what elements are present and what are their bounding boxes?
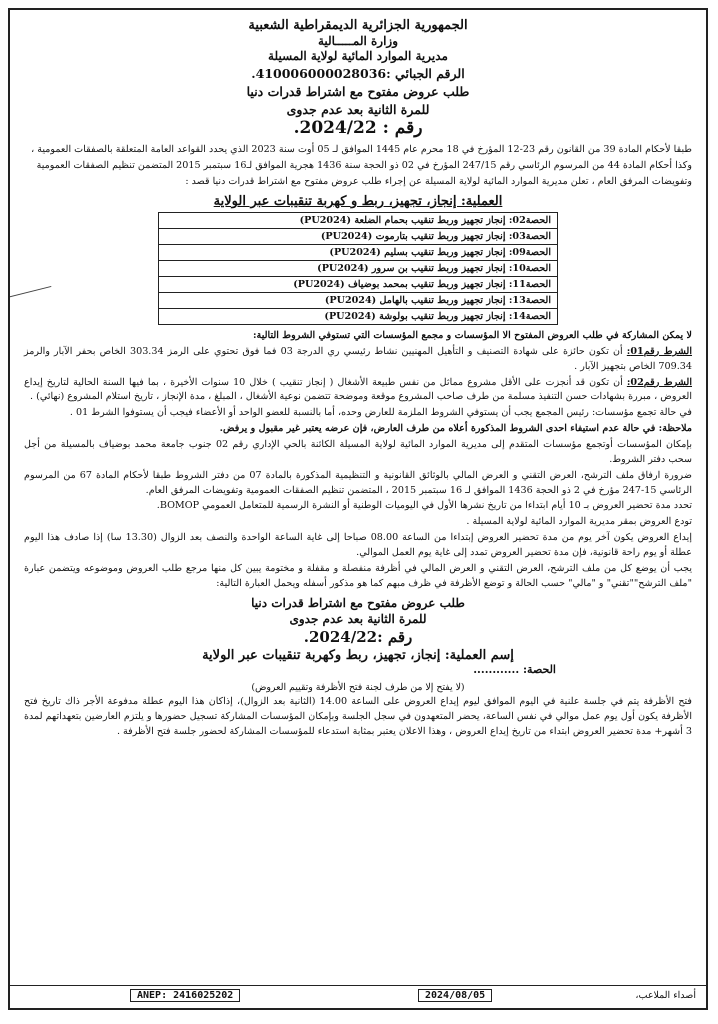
tender-reference: رقم : 2024/22. (293, 118, 423, 139)
ministry-heading: وزارة المـــــالية (317, 34, 399, 49)
envelope-title: طلب عروض مفتوح مع اشتراط قدرات دنيا (251, 595, 465, 610)
condition-1-text: أن تكون حائزة على شهادة التصنيف و التأهيل المهنيين نشاط رئيسي ري الدرجة 03 فما فوق تحتوي على الرمز 303.34 الخاص بحفر الآبار والرمز 709.34 الخاص بتجهيز الآبار . (24, 345, 692, 372)
lot-row: الحصة03: إنجاز تجهيز وربط تنقيب بتارموت (PU2024) (159, 228, 558, 244)
intro-line: طبقا لأحكام المادة 39 من القانون رقم 23-12 المؤرخ في 18 محرم عام 1445 الموافق لـ 05 أوت سنة 2023 الذي يحدد القواعد العامة المتعلقة بالصفقات العمومية ، (31, 144, 692, 156)
lot-row: الحصة13: إنجاز تجهيز وربط تنقيب بالهامل (PU2024) (159, 292, 558, 308)
body-paragraph: تودع العروض بمقر مديرية الموارد المائية لولاية المسيلة . (466, 516, 692, 528)
body-paragraph: ضرورة ارفاق ملف الترشح، العرض التقني و العرض المالي بالوثائق القانونية و التنظيمية المذكورة بالمادة 07 من دفتر الشروط طبقا لأحكام المادة 67 من المرسوم الرئاسي 15-247 مؤرخ في 2 ذو الحجة 1436 الموافق لـ 16 سبتمبر 2015 ، المتضمن تنظيم الصفقات العمومية وتفويضات المرفق العام. (24, 469, 692, 496)
lots-table (158, 212, 558, 325)
lot-row: الحصة09: إنجاز تجهيز وربط تنقيب بسليم (PU2024) (159, 244, 558, 260)
envelope-label (10, 595, 706, 677)
directorate-heading: مديرية الموارد المائية لولاية المسيلة (268, 49, 448, 64)
rejection-note: ملاحظة: في حالة عدم استيفاء احدى الشروط المذكورة أعلاه من طرف العارض، فإن عرضه يعتبر غير مقبول و يرفض. (219, 423, 692, 435)
condition-2-label: الشرط رقم02: (626, 376, 693, 388)
do-not-open-note: (لا يفتح إلا من طرف لجنة فتح الأظرفة وتقييم العروض) (251, 682, 465, 694)
publication-date: 2024/08/05 (418, 989, 492, 1002)
lot-row: الحصة11: إنجاز تجهيز وربط تنقيب بمحمد بوضياف (PU2024) (159, 276, 558, 292)
lot-row: الحصة02: إنجاز تجهيز وربط تنقيب بحمام الضلعة (PU2024) (159, 212, 558, 228)
newspaper-name: أصداء الملاعب، (635, 990, 696, 1001)
condition-2-text: أن تكون قد أنجزت على الأقل مشروع مماثل من نفس طبيعة الأشغال ( إنجاز تنقيب ) خلال 10 سنوات الأخيرة ، بما فيها السنة الحالية لتاريخ إيداع العروض ، مبررة بشهادات حسن التنفيذ مسلمة من طرف صاحب المشروع موقعة وموضحة تتضمن نوعية الأشغال ، المبلغ ، مدة الإنجاز ، تاريخ استلام المشروع (نهائي) . (24, 376, 692, 403)
lot-row: الحصة10: إنجاز تجهيز وربط تنقيب بن سرور (PU2024) (159, 260, 558, 276)
participation-intro: لا يمكن المشاركة في طلب العروض المفتوح الا المؤسسات و مجمع المؤسسات التي تستوفي الشروط التالية: (253, 329, 692, 341)
envelope-second-time: للمرة الثانية بعد عدم جدوى (289, 612, 427, 627)
body-paragraph: إيداع العروض يكون آخر يوم من مدة تحضير العروض إبتداءا من الساعة 08.00 صباحا إلى غاية الساعة الواحدة والنصف بعد الزوال (13.30 سا) إذا صادف هذا اليوم عطلة أو يوم راحة قانونية، فإن مدة تحضير العروض تمدد إلى غاية يوم العمل الموالي. (24, 532, 692, 558)
document-page (8, 8, 708, 1010)
lot-row: الحصة14: إنجاز تجهيز وربط تنقيب بولوشة (PU2024) (159, 308, 558, 324)
envelope-operation: إسم العملية: إنجاز، تجهيز، ربط وكهربة تنقيبات عبر الولاية (202, 648, 514, 664)
tender-title: طلب عروض مفتوح مع اشتراط قدرات دنيا (246, 83, 470, 99)
republic-heading: الجمهورية الجزائرية الديمقراطية الشعبية (248, 18, 468, 33)
intro-line: وتفويضات المرفق العام ، تعلن مديرية الموارد المائية لولاية المسيلة عن إجراء طلب عروض مفتوح مع اشتراط قدرات دنيا قصد : (185, 176, 692, 188)
second-time-note: للمرة الثانية بعد عدم جدوى (286, 101, 430, 117)
footer-bar (10, 985, 706, 1008)
intro-line: وكذا أحكام المادة 44 من المرسوم الرئاسي رقم 247/15 المؤرخ في 02 ذو الحجة سنة 1436 هجرية الموافق لـ16 سبتمبر 2015 المتضمن تنظيم الصفقات العمومية (36, 160, 692, 172)
condition-1 (10, 345, 706, 375)
condition-2 (10, 376, 706, 406)
operation-title: العملية: إنجاز، تجهيز، ربط و كهربة تنقيبات عبر الولاية (213, 193, 503, 209)
scan-mark (8, 286, 51, 299)
envelope-reference: رقم :2024/22. (303, 628, 413, 647)
body-paragraph: تحدد مدة تحضير العروض بـ 10 أيام ابتداءا من تاريخ نشرها الأول في اليوميات الوطنية أو النشرة الرسمية للمتعامل العمومي BOMOP. (156, 500, 692, 512)
grouping-note: في حالة تجمع مؤسسات: رئيس المجمع يجب أن يستوفي الشروط الملزمة للعارض وحده، أما بالنسبة للعضو الواحد أو الأعضاء فيجب أن يستوفوا الشرط 01 . (69, 407, 692, 419)
closing-paragraph: فتح الأظرفة يتم في جلسة علنية في اليوم الموافق ليوم إيداع العروض على الساعة 14.00 (الثانية بعد الزوال)، إذاكان هذا اليوم عطلة مدفوعة الأجر ذاك تاريخ فتح الأظرفة يكون أول يوم عمل موالي في نفس الساعة، يحضر المتعهدون في سجل الجلسة وبإمكان المؤسسات المشاركة تسجيل حضورها و يلتزم العارضين بتعهداتهم لمدة 3 أشهر+ مدة تحضير العروض ابتداء من تاريخ إيداع العروض ، وهذا الاعلان يعتبر بمثابة استدعاء للمؤسسات المشاركة لحضور جلسة فتح الأظرفة . (24, 696, 692, 737)
condition-1-label: الشرط رقم01: (626, 345, 693, 357)
envelope-lot: الحصة: ............ (473, 663, 556, 677)
body-paragraph: بإمكان المؤسسات أوتجمع مؤسسات المتقدم إلى مديرية الموارد المائية لولاية المسيلة الكائنة بالحي الإداري رقم 02 جنوب جامعة محمد بوضياف بالمسيلة من أجل سحب دفتر الشروط. (24, 438, 692, 465)
anep-number: ANEP: 2416025202 (130, 989, 240, 1002)
intro-paragraphs (10, 143, 706, 190)
body-paragraph: يجب أن يوضع كل من ملف الترشح، العرض التقني و العرض المالي في أظرفة منفصلة و مقفلة و مختومة يبين كل منها مرجع طلب العروض وموضوعه ويتضمن عبارة "ملف الترشح""تقني" و "مالي" حسب الحالة و توضع الأظرفة في ظرف مبهم كما هو مذكور أسفله ويحمل العبارة التالية: (24, 562, 693, 589)
fiscal-id: الرقم الجبائي :410006000028036. (251, 66, 465, 82)
